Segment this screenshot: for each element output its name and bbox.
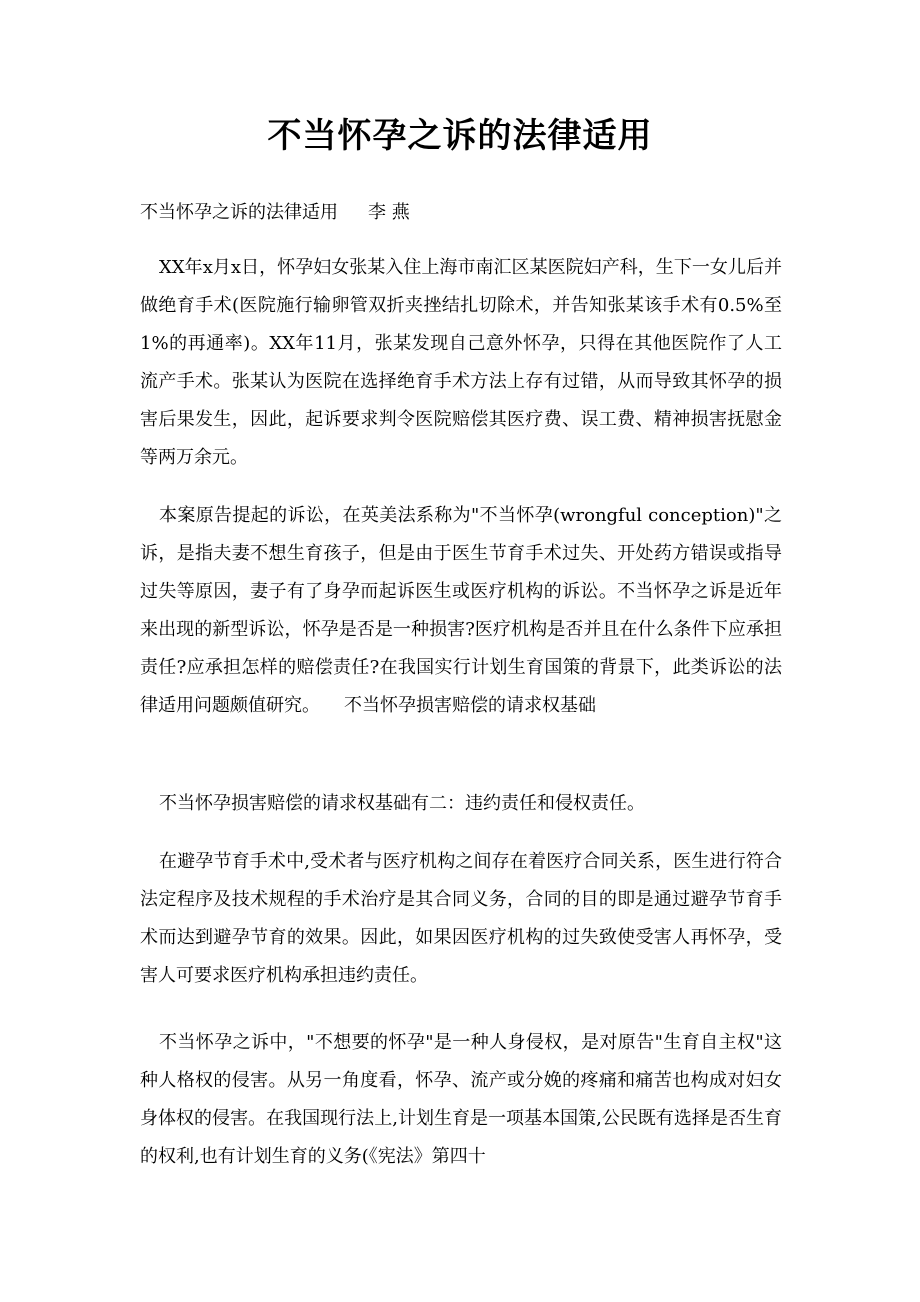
paragraph-tort-liability: 不当怀孕之诉中，"不想要的怀孕"是一种人身侵权，是对原告"生育自主权"这种人格权的侵害。从另一角度看，怀孕、流产或分娩的疼痛和痛苦也构成对妇女身体权的侵害。在我国现行法上,计划生育是一项基本国策,公民既有选择是否生育的权利,也有计划生育的义务(《宪法》第四十 (140, 1032, 782, 1167)
paragraph-text: 本案原告提起的诉讼，在英美法系称为"不当怀孕(wrongful conception)"之诉，是指夫妻不想生育孩子，但是由于医生节育手术过失、开处药方错误或指导过失等原因，妻子有了身孕而起诉医生或医疗机构的诉讼。不当怀孕之诉是近年来出现的新型诉讼，怀孕是否是一种损害?医疗机构是否并且在什么条件下应承担责任?应承担怎样的赔偿责任?在我国实行计划生育国策的背景下，此类诉讼的法律适用问题颇值研究。 (140, 505, 782, 716)
paragraph-claim-basis: 不当怀孕损害赔偿的请求权基础有二：违约责任和侵权责任。 (159, 793, 645, 814)
author-name: 李 燕 (368, 202, 410, 223)
subtitle-text: 不当怀孕之诉的法律适用 (140, 202, 338, 223)
paragraph-wrongful-conception (140, 497, 782, 725)
document-subtitle-line (140, 198, 410, 228)
paragraph-case-facts: XX年x月x日，怀孕妇女张某入住上海市南汇区某医院妇产科，生下一女儿后并做绝育手术(医院施行输卵管双折夹挫结扎切除术，并告知张某该手术有0.5%至1%的再通率)。XX年11月，张某发现自己意外怀孕，只得在其他医院作了人工流产手术。张某认为医院在选择绝育手术方法上存有过错，从而导致其怀孕的损害后果发生，因此，起诉要求判令医院赔偿其医疗费、误工费、精神损害抚慰金等两万余元。 (140, 257, 782, 468)
section-heading-claim-basis: 不当怀孕损害赔偿的请求权基础 (344, 695, 596, 716)
paragraph-contract-liability: 在避孕节育手术中,受术者与医疗机构之间存在着医疗合同关系，医生进行符合法定程序及技术规程的手术治疗是其合同义务，合同的目的即是通过避孕节育手术而达到避孕节育的效果。因此，如果因医疗机构的过失致使受害人再怀孕，受害人可要求医疗机构承担违约责任。 (140, 851, 782, 986)
document-title: 不当怀孕之诉的法律适用 (267, 116, 653, 156)
